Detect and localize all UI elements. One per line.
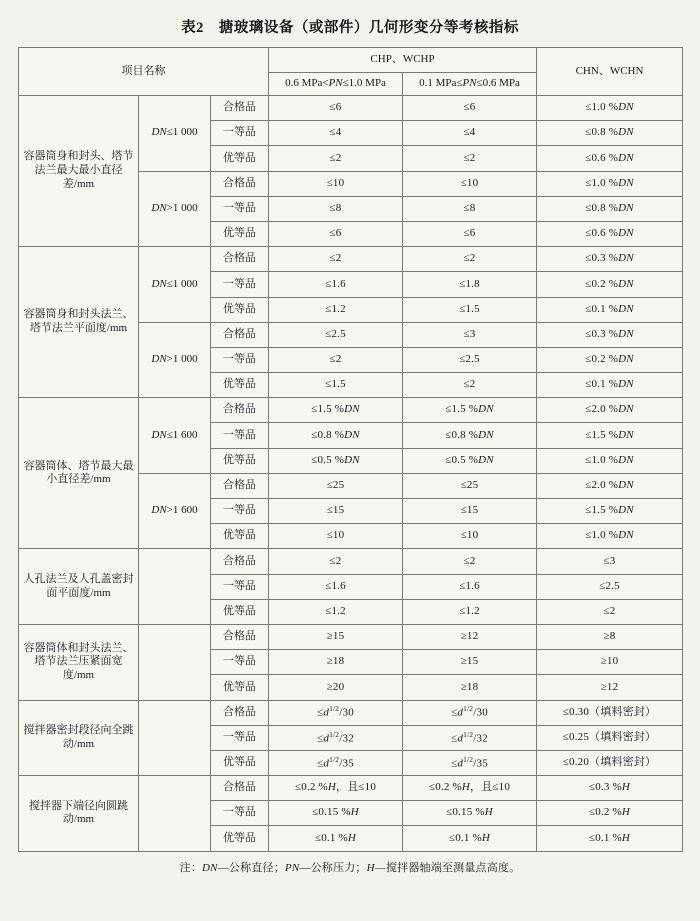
value-chp-low: ≤0.1 %H: [403, 826, 537, 851]
header-item-name: 项目名称: [19, 48, 269, 96]
value-chn: ≥8: [537, 624, 683, 649]
dn-range: DN≤1 000: [139, 96, 211, 172]
value-chp-low: ≤1.2: [403, 599, 537, 624]
value-chp-low: ≤6: [403, 221, 537, 246]
header-chn: CHN、WCHN: [537, 48, 683, 96]
value-chn: ≥10: [537, 650, 683, 675]
value-chp-low: $\le d^{1/2}/32$: [403, 725, 537, 750]
dn-range: [139, 776, 211, 852]
value-chn: ≤0.1 %H: [537, 826, 683, 851]
value-chn: ≤2.5: [537, 574, 683, 599]
grade-label: 一等品: [211, 121, 269, 146]
value-chp-high: ≥18: [269, 650, 403, 675]
table-row: [19, 247, 683, 272]
value-chp-high: ≤2: [269, 247, 403, 272]
value-chn: ≤0.30（填料密封）: [537, 700, 683, 725]
value-chn: ≤0.2 %DN: [537, 347, 683, 372]
value-chp-low: ≤1.6: [403, 574, 537, 599]
table-row: [19, 776, 683, 801]
grade-label: 优等品: [211, 599, 269, 624]
value-chp-high: ≤1.5 %DN: [269, 398, 403, 423]
value-chn: ≤0.8 %DN: [537, 196, 683, 221]
grade-label: 一等品: [211, 196, 269, 221]
value-chp-high: $\le d^{1/2}/35$: [269, 750, 403, 775]
value-chn: ≤1.0 %DN: [537, 524, 683, 549]
row-label: 容器筒体、塔节最大最小直径差/mm: [19, 398, 139, 549]
value-chp-high: ≤1.2: [269, 599, 403, 624]
table-header: [19, 48, 683, 96]
value-chp-high: ≤6: [269, 221, 403, 246]
value-chp-high: ≤15: [269, 499, 403, 524]
value-chp-low: $\le d^{1/2}/30$: [403, 700, 537, 725]
grade-label: 合格品: [211, 322, 269, 347]
value-chn: ≤0.2 %H: [537, 801, 683, 826]
row-label: 人孔法兰及人孔盖密封面平面度/mm: [19, 549, 139, 625]
value-chp-low: ≤2: [403, 373, 537, 398]
value-chp-high: ≤10: [269, 171, 403, 196]
value-chp-high: ≤1.2: [269, 297, 403, 322]
grade-label: 优等品: [211, 146, 269, 171]
table-row: [19, 700, 683, 725]
value-chp-high: ≤4: [269, 121, 403, 146]
value-chn: ≤0.1 %DN: [537, 373, 683, 398]
value-chp-low: ≤1.8: [403, 272, 537, 297]
value-chn: ≤0.3 %DN: [537, 247, 683, 272]
value-chn: ≤2.0 %DN: [537, 398, 683, 423]
value-chp-high: ≤0.5 %DN: [269, 448, 403, 473]
row-label: 搅拌器密封段径向全跳动/mm: [19, 700, 139, 776]
grade-label: 一等品: [211, 650, 269, 675]
value-chp-low: ≥18: [403, 675, 537, 700]
grade-label: 优等品: [211, 448, 269, 473]
value-chp-low: ≤10: [403, 171, 537, 196]
value-chp-low: ≤10: [403, 524, 537, 549]
value-chn: ≤3: [537, 549, 683, 574]
value-chn: ≤2: [537, 599, 683, 624]
dn-range: [139, 624, 211, 700]
grade-label: 合格品: [211, 776, 269, 801]
grade-label: 合格品: [211, 398, 269, 423]
value-chp-low: ≤4: [403, 121, 537, 146]
value-chn: ≤0.8 %DN: [537, 121, 683, 146]
grade-label: 一等品: [211, 272, 269, 297]
value-chn: ≤0.25（填料密封）: [537, 725, 683, 750]
grade-label: 合格品: [211, 624, 269, 649]
value-chp-high: ≤2: [269, 146, 403, 171]
page-title: 表2 搪玻璃设备（或部件）几何形变分等考核指标: [181, 20, 519, 36]
value-chp-low: ≤0.8 %DN: [403, 423, 537, 448]
row-label: 容器筒身和封头、塔节法兰最大最小直径差/mm: [19, 96, 139, 247]
grade-label: 合格品: [211, 473, 269, 498]
dn-range: DN≤1 600: [139, 398, 211, 474]
value-chp-low: ≤8: [403, 196, 537, 221]
header-chp-pressure-2: 0.1 MPa≤PN≤0.6 MPa: [403, 73, 537, 96]
dn-range: [139, 700, 211, 776]
value-chp-high: ≤1.5: [269, 373, 403, 398]
row-label: 容器筒体和封头法兰、塔节法兰压紧面宽度/mm: [19, 624, 139, 700]
value-chp-low: ≤2: [403, 146, 537, 171]
row-label: 容器筒身和封头法兰、塔节法兰平面度/mm: [19, 247, 139, 398]
table-row: [19, 549, 683, 574]
value-chp-low: ≤3: [403, 322, 537, 347]
value-chp-high: ≥15: [269, 624, 403, 649]
value-chn: ≤0.2 %DN: [537, 272, 683, 297]
value-chp-low: ≤1.5: [403, 297, 537, 322]
grade-label: 一等品: [211, 801, 269, 826]
value-chp-high: ≤1.6: [269, 272, 403, 297]
value-chn: ≤1.5 %DN: [537, 499, 683, 524]
value-chn: ≤0.3 %H: [537, 776, 683, 801]
value-chp-high: ≤0.15 %H: [269, 801, 403, 826]
table-note: 注：DN—公称直径；PN—公称压力；H—搅拌器轴端至测量点高度。: [179, 861, 521, 874]
value-chp-low: ≤6: [403, 96, 537, 121]
value-chp-low: ≤15: [403, 499, 537, 524]
value-chp-high: ≤25: [269, 473, 403, 498]
value-chp-high: ≤2: [269, 347, 403, 372]
value-chp-high: ≤0.1 %H: [269, 826, 403, 851]
value-chn: ≤1.0 %DN: [537, 448, 683, 473]
grade-label: 优等品: [211, 750, 269, 775]
value-chp-high: ≥20: [269, 675, 403, 700]
value-chn: ≤1.0 %DN: [537, 96, 683, 121]
value-chp-high: ≤1.6: [269, 574, 403, 599]
value-chp-low: ≤25: [403, 473, 537, 498]
value-chn: ≤1.0 %DN: [537, 171, 683, 196]
grade-label: 一等品: [211, 499, 269, 524]
grade-label: 合格品: [211, 171, 269, 196]
value-chp-high: ≤0.8 %DN: [269, 423, 403, 448]
value-chp-low: ≤2: [403, 247, 537, 272]
grade-label: 优等品: [211, 221, 269, 246]
value-chp-high: ≤2.5: [269, 322, 403, 347]
value-chn: ≤0.6 %DN: [537, 221, 683, 246]
table-row: [19, 96, 683, 121]
grade-label: 合格品: [211, 549, 269, 574]
value-chp-high: $\le d^{1/2}/30$: [269, 700, 403, 725]
grade-label: 一等品: [211, 347, 269, 372]
dn-range: DN>1 600: [139, 473, 211, 549]
row-label: 搅拌器下端径向圆跳动/mm: [19, 776, 139, 852]
value-chn: ≤2.0 %DN: [537, 473, 683, 498]
dn-range: DN>1 000: [139, 171, 211, 247]
value-chp-high: ≤6: [269, 96, 403, 121]
grade-label: 优等品: [211, 297, 269, 322]
value-chp-low: ≤0.2 %H，且≤10: [403, 776, 537, 801]
grade-label: 合格品: [211, 700, 269, 725]
header-chp: CHP、WCHP: [269, 48, 537, 73]
grade-label: 一等品: [211, 423, 269, 448]
grade-label: 合格品: [211, 96, 269, 121]
dn-range: DN≤1 000: [139, 247, 211, 323]
grade-label: 优等品: [211, 524, 269, 549]
value-chn: ≤1.5 %DN: [537, 423, 683, 448]
header-chp-pressure-1: 0.6 MPa<PN≤1.0 MPa: [269, 73, 403, 96]
value-chp-low: ≤2: [403, 549, 537, 574]
value-chp-low: ≤1.5 %DN: [403, 398, 537, 423]
table-body: [19, 96, 683, 852]
value-chp-high: ≤2: [269, 549, 403, 574]
grade-label: 优等品: [211, 373, 269, 398]
value-chp-low: ≤0.5 %DN: [403, 448, 537, 473]
value-chp-low: ≥15: [403, 650, 537, 675]
value-chp-low: ≤2.5: [403, 347, 537, 372]
value-chp-low: ≤0.15 %H: [403, 801, 537, 826]
value-chn: ≤0.6 %DN: [537, 146, 683, 171]
grade-label: 一等品: [211, 725, 269, 750]
value-chp-low: ≥12: [403, 624, 537, 649]
value-chp-high: $\le d^{1/2}/32$: [269, 725, 403, 750]
dn-range: DN>1 000: [139, 322, 211, 398]
table-row: [19, 398, 683, 423]
grade-label: 一等品: [211, 574, 269, 599]
value-chp-high: ≤10: [269, 524, 403, 549]
value-chn: ≤0.20（填料密封）: [537, 750, 683, 775]
grade-label: 优等品: [211, 675, 269, 700]
grade-label: 合格品: [211, 247, 269, 272]
value-chn: ≤0.3 %DN: [537, 322, 683, 347]
dn-range: [139, 549, 211, 625]
geometry-deformation-table: [18, 47, 683, 852]
value-chp-low: $\le d^{1/2}/35$: [403, 750, 537, 775]
value-chn: ≥12: [537, 675, 683, 700]
table-row: [19, 624, 683, 649]
value-chp-high: ≤8: [269, 196, 403, 221]
value-chn: ≤0.1 %DN: [537, 297, 683, 322]
value-chp-high: ≤0.2 %H，且≤10: [269, 776, 403, 801]
grade-label: 优等品: [211, 826, 269, 851]
